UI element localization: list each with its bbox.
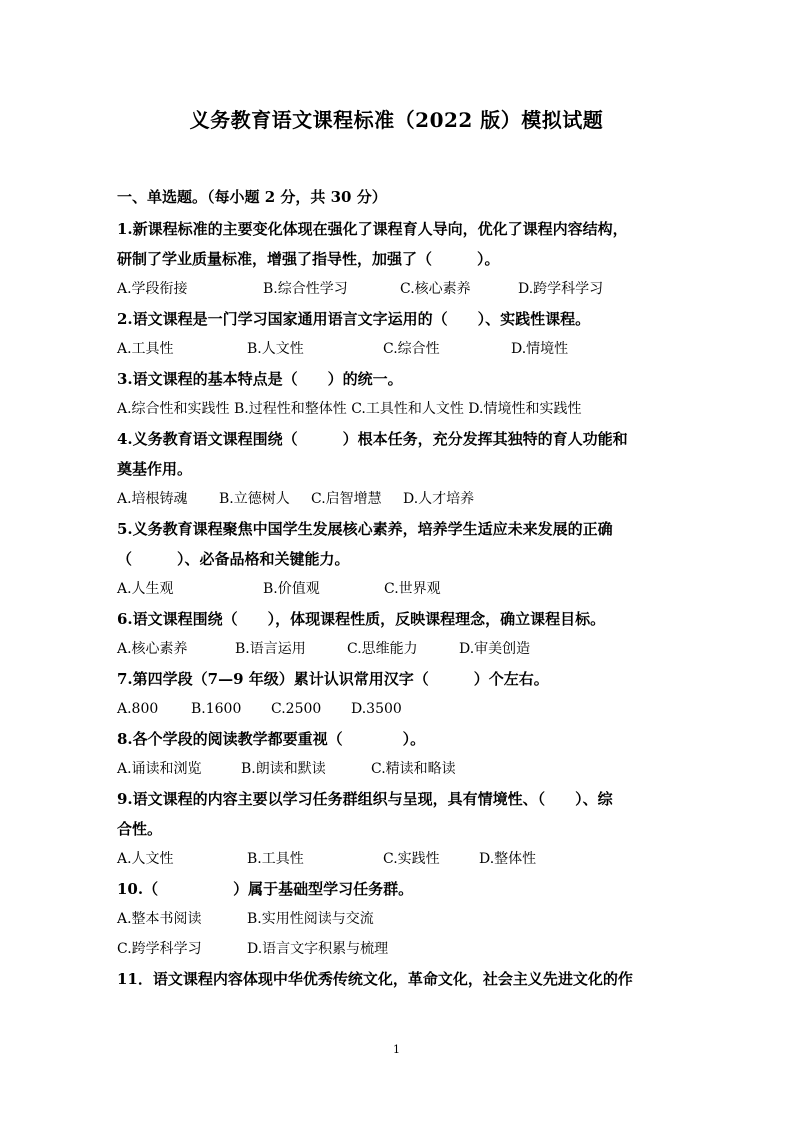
option-d: D.跨学科学习 <box>518 281 604 297</box>
option-b: B.实用性阅读与交流 <box>247 911 374 927</box>
stem-line: 研制了学业质量标准，增强了指导性，加强了（ ）。 <box>117 250 500 268</box>
options-row <box>117 934 679 964</box>
options-row <box>117 904 679 934</box>
question-stem <box>117 874 679 904</box>
question-stem <box>117 664 679 694</box>
stem-line: 5.义务教育课程聚焦中国学生发展核心素养，培养学生适应未来发展的正确 <box>117 520 613 538</box>
page-number: 1 <box>393 1043 400 1056</box>
stem-line: 8.各个学段的阅读教学都要重视（ ）。 <box>117 730 426 748</box>
options-row <box>117 484 679 514</box>
option-c: C.世界观 <box>384 581 441 597</box>
option-b: B.人文性 <box>247 341 304 357</box>
option-a: A.800 <box>117 701 159 717</box>
option-c: C.实践性 <box>383 851 440 867</box>
option-d: D.语言文字积累与梳理 <box>247 941 389 957</box>
option-c: C.跨学科学习 <box>117 941 202 957</box>
question-stem <box>117 964 679 994</box>
question-stem <box>117 514 679 574</box>
option-b: B.价值观 <box>263 581 320 597</box>
stem-line: 11．语文课程内容体现中华优秀传统文化，革命文化，社会主义先进文化的作 <box>117 970 633 988</box>
stem-line: 3.语文课程的基本特点是（ ）的统一。 <box>117 370 403 388</box>
option-d: D.人才培养 <box>403 491 475 507</box>
stem-line: 合性。 <box>117 820 163 838</box>
options-row <box>117 574 679 604</box>
stem-line: 9.语文课程的内容主要以学习任务群组织与呈现，具有情境性、（ ）、综 <box>117 790 613 808</box>
options-row <box>117 844 679 874</box>
question-stem <box>117 784 679 844</box>
question-stem <box>117 724 679 754</box>
section-heading: 一、单选题。（每小题 2 分，共 30 分） <box>117 188 387 206</box>
stem-line: 奠基作用。 <box>117 460 193 478</box>
stem-line: 4.义务教育语文课程围绕（ ）根本任务，充分发挥其独特的育人功能和 <box>117 430 628 448</box>
option-a: A.诵读和浏览 <box>117 761 202 777</box>
stem-line: 7.第四学段（7—9 年级）累计认识常用汉字（ ）个左右。 <box>117 670 549 688</box>
question-stem <box>117 304 679 334</box>
option-a: A.人生观 <box>117 581 174 597</box>
option-d: D.情境性 <box>511 341 569 357</box>
stem-line: （ ）、必备品格和关键能力。 <box>117 550 350 568</box>
option-c: C.综合性 <box>383 341 440 357</box>
option-a: A.整本书阅读 <box>117 911 202 927</box>
option-a: A.学段衔接 <box>117 281 188 297</box>
question-stem <box>117 604 679 634</box>
option-b: B.综合性学习 <box>263 281 348 297</box>
stem-line: 6.语文课程围绕（ ），体现课程性质，反映课程理念，确立课程目标。 <box>117 610 606 628</box>
option-d: D.审美创造 <box>459 641 531 657</box>
question-list <box>117 184 679 994</box>
option-c: C.2500 <box>271 701 322 717</box>
option-b: B.工具性 <box>247 851 304 867</box>
options-row <box>117 394 679 424</box>
option-d: D.3500 <box>351 701 402 717</box>
option-a: A.人文性 <box>117 851 174 867</box>
option-b: B.1600 <box>191 701 242 717</box>
stem-line: 2.语文课程是一门学习国家通用语言文字运用的（ ）、实践性课程。 <box>117 310 591 328</box>
options-row <box>117 634 679 664</box>
stem-line: 10.（ ）属于基础型学习任务群。 <box>117 880 414 898</box>
question-stem <box>117 424 679 484</box>
option-c: C.思维能力 <box>347 641 418 657</box>
option-b: B.立德树人 <box>219 491 290 507</box>
options-row <box>117 754 679 784</box>
question-stem <box>117 364 679 394</box>
option-c: C.核心素养 <box>400 281 471 297</box>
stem-line: 1.新课程标准的主要变化体现在强化了课程育人导向，优化了课程内容结构， <box>117 220 628 238</box>
page-title: 义务教育语文课程标准（2022 版）模拟试题 <box>189 108 604 132</box>
option-b: B.语言运用 <box>235 641 306 657</box>
option-a: A.工具性 <box>117 341 174 357</box>
options-row <box>117 694 679 724</box>
option-a: A.培根铸魂 <box>117 491 188 507</box>
option-b: B.朗读和默读 <box>241 761 326 777</box>
options-row <box>117 274 679 304</box>
options-row <box>117 334 679 364</box>
option-d: D.整体性 <box>479 851 537 867</box>
option-a: A.核心素养 <box>117 641 188 657</box>
option-c: C.精读和略读 <box>371 761 456 777</box>
option-c: C.启智增慧 <box>311 491 382 507</box>
question-stem <box>117 214 679 274</box>
option-all: A.综合性和实践性 B.过程性和整体性 C.工具性和人文性 D.情境性和实践性 <box>117 401 582 417</box>
